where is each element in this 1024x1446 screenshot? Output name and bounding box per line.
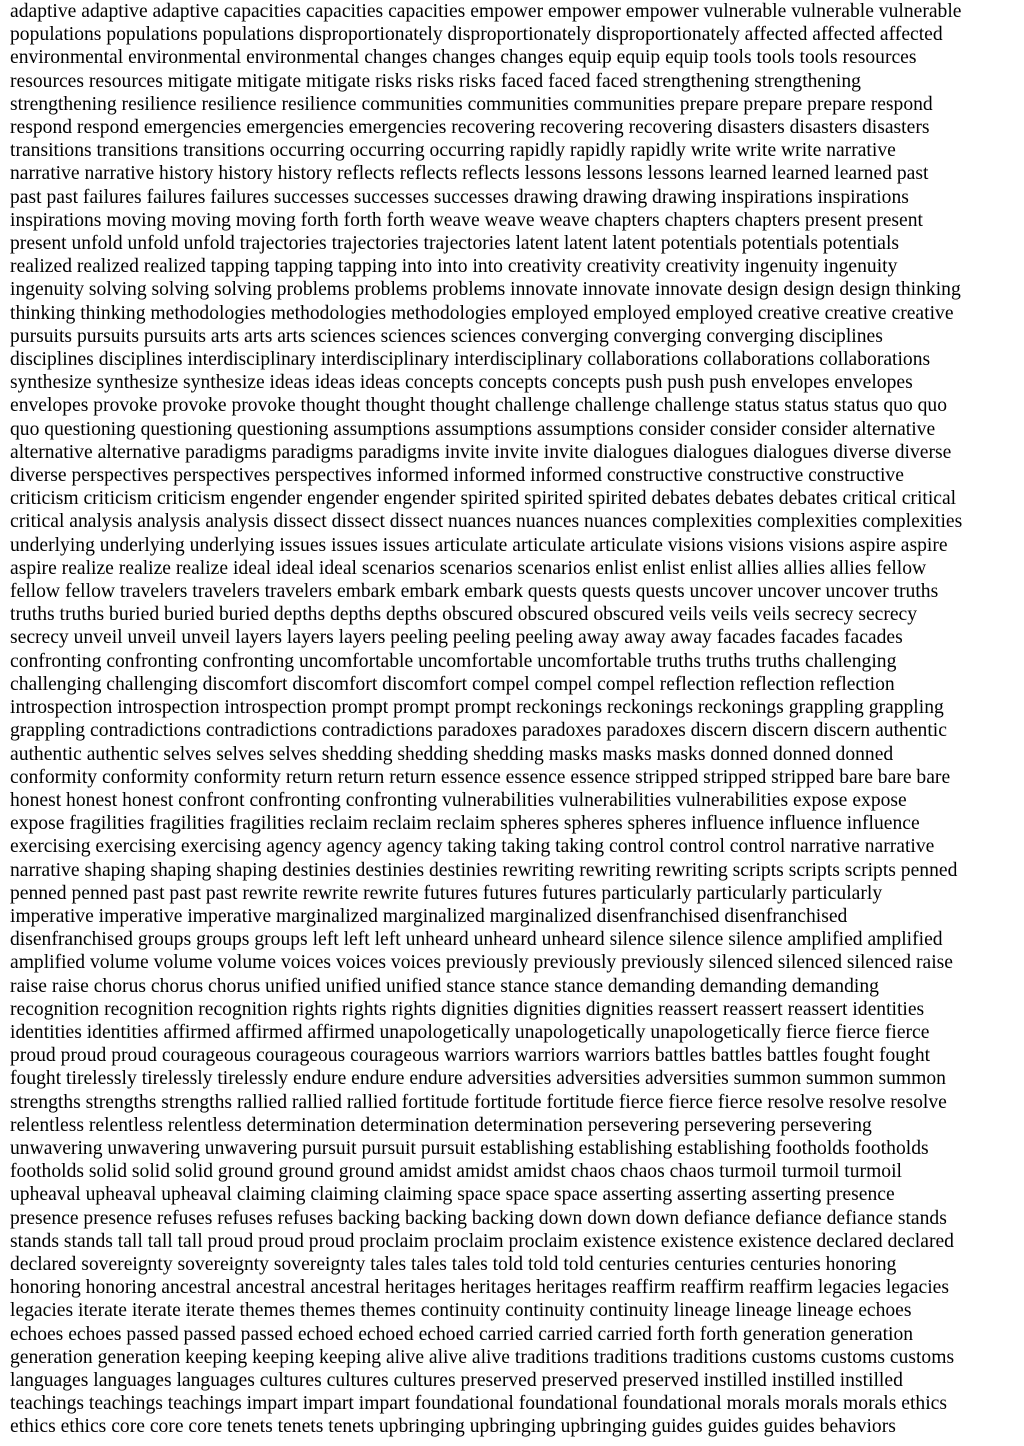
- text-line: narrative shaping shaping shaping destinies destinies destinies rewriting rewriting rewriting scripts scripts scripts penned: [10, 859, 958, 881]
- text-line: ethics ethics core core core tenets tenets tenets upbringing upbringing upbringing guides guides guides behaviors: [10, 1416, 896, 1438]
- text-line: challenging challenging discomfort discomfort discomfort compel compel compel reflection reflection reflection: [10, 673, 895, 695]
- text-line: diverse perspectives perspectives perspectives informed informed informed constructive constructive constructive: [10, 465, 904, 487]
- text-line: footholds solid solid solid ground ground ground amidst amidst amidst chaos chaos chaos turmoil turmoil turmoil: [10, 1161, 902, 1183]
- text-line: synthesize synthesize synthesize ideas ideas ideas concepts concepts concepts push push push envelopes envelopes: [10, 372, 913, 394]
- text-line: narrative narrative history history history reflects reflects reflects lessons lessons lessons learned learned learned past: [10, 163, 929, 185]
- text-line: identities identities affirmed affirmed affirmed unapologetically unapologetically unapologetically fierce fierce fierce: [10, 1021, 930, 1043]
- text-line: imperative imperative imperative marginalized marginalized marginalized disenfranchised disenfranchised: [10, 905, 848, 927]
- text-line: alternative alternative paradigms paradigms paradigms invite invite invite dialogues dialogues dialogues diverse diverse: [10, 441, 952, 463]
- text-line: ingenuity solving solving solving problems problems problems innovate innovate innovate design design design thinking: [10, 279, 961, 301]
- text-line: grappling contradictions contradictions contradictions paradoxes paradoxes paradoxes discern discern discern authentic: [10, 720, 947, 742]
- text-line: inspirations moving moving moving forth forth forth weave weave weave chapters chapters chapters present present: [10, 209, 923, 231]
- text-line: relentless relentless relentless determination determination determination persevering persevering persevering: [10, 1114, 872, 1136]
- text-line: criticism criticism criticism engender engender engender spirited spirited spirited debates debates debates critical critical: [10, 488, 957, 510]
- text-line: pursuits pursuits pursuits arts arts arts sciences sciences sciences converging converging converging disciplines: [10, 325, 883, 347]
- text-line: disenfranchised groups groups groups left left left unheard unheard unheard silence silence silence amplified amplified: [10, 929, 943, 951]
- text-line: disciplines disciplines interdisciplinary interdisciplinary interdisciplinary collaborations collaborations collaborations: [10, 349, 931, 371]
- text-line: generation generation keeping keeping keeping alive alive alive traditions traditions traditions customs customs customs: [10, 1346, 955, 1368]
- text-line: recognition recognition recognition rights rights rights dignities dignities dignities reassert reassert reassert identities: [10, 998, 925, 1020]
- text-line: raise raise chorus chorus chorus unified unified unified stance stance stance demanding demanding demanding: [10, 975, 879, 997]
- text-line: respond respond emergencies emergencies emergencies recovering recovering recovering disasters disasters disasters: [10, 117, 930, 139]
- text-line: fought tirelessly tirelessly tirelessly endure endure endure adversities adversities adversities summon summon summon: [10, 1068, 946, 1090]
- text-line: past past failures failures failures successes successes successes drawing drawing drawing inspirations inspirations: [10, 186, 909, 208]
- text-line: introspection introspection introspection prompt prompt prompt reckonings reckonings reckonings grappling grappling: [10, 697, 944, 719]
- text-line: authentic authentic selves selves selves shedding shedding shedding masks masks masks donned donned donned: [10, 743, 894, 765]
- text-line: declared sovereignty sovereignty sovereignty tales tales tales told told told centuries centuries centuries honoring: [10, 1253, 897, 1275]
- text-line: realized realized realized tapping tapping tapping into into into creativity creativity creativity ingenuity ingenuity: [10, 256, 898, 278]
- text-line: languages languages languages cultures cultures cultures preserved preserved preserved instilled instilled instilled: [10, 1369, 903, 1391]
- text-line: strengths strengths strengths rallied rallied rallied fortitude fortitude fortitude fierce fierce fierce resolve resolve resolve: [10, 1091, 947, 1113]
- text-line: exercising exercising exercising agency agency agency taking taking taking control control control narrative narrative: [10, 836, 935, 858]
- text-line: present unfold unfold unfold trajectories trajectories trajectories latent latent latent potentials potentials potentials: [10, 233, 900, 255]
- text-line: upheaval upheaval upheaval claiming claiming claiming space space space asserting asserting asserting presence: [10, 1184, 895, 1206]
- text-line: aspire realize realize realize ideal ideal ideal scenarios scenarios scenarios enlist enlist enlist allies allies allies fellow: [10, 557, 927, 579]
- text-line: teachings teachings teachings impart impart impart foundational foundational foundational morals morals morals ethics: [10, 1393, 947, 1415]
- text-line: transitions transitions transitions occurring occurring occurring rapidly rapidly rapidly write write write narrative: [10, 140, 896, 162]
- text-line: underlying underlying underlying issues issues issues articulate articulate articulate visions visions visions aspire aspire: [10, 534, 948, 556]
- text-line: conformity conformity conformity return return return essence essence essence stripped stripped stripped bare bare bare: [10, 766, 951, 788]
- text-line: thinking thinking methodologies methodologies methodologies employed employed employed creative creative creative: [10, 302, 954, 324]
- text-line: resources resources mitigate mitigate mitigate risks risks risks faced faced faced strengthening strengthening: [10, 70, 861, 92]
- text-line: echoes echoes passed passed passed echoed echoed echoed carried carried carried forth forth generation generation: [10, 1323, 914, 1345]
- text-line: fellow fellow travelers travelers travelers embark embark embark quests quests quests uncover uncover uncover truths: [10, 581, 939, 603]
- text-line: unwavering unwavering unwavering pursuit pursuit pursuit establishing establishing establishing footholds footholds: [10, 1137, 929, 1159]
- text-line: confronting confronting confronting uncomfortable uncomfortable uncomfortable truths truths truths challenging: [10, 650, 897, 672]
- text-line: legacies iterate iterate iterate themes themes themes continuity continuity continuity lineage lineage lineage echoes: [10, 1300, 912, 1322]
- text-line: honest honest honest confront confronting confronting vulnerabilities vulnerabilities vulnerabilities expose expose: [10, 789, 907, 811]
- text-line: stands stands tall tall tall proud proud proud proclaim proclaim proclaim existence existence existence declared declared: [10, 1230, 954, 1252]
- text-line: adaptive adaptive adaptive capacities capacities capacities empower empower empower vulnerable vulnerable vulnerable: [10, 1, 962, 22]
- text-line: proud proud proud courageous courageous courageous warriors warriors warriors battles battles battles fought fought: [10, 1045, 931, 1067]
- text-line: presence presence refuses refuses refuses backing backing backing down down down defiance defiance defiance stands: [10, 1207, 947, 1229]
- text-line: honoring honoring ancestral ancestral ancestral heritages heritages heritages reaffirm reaffirm reaffirm legacies legacies: [10, 1277, 949, 1299]
- text-line: critical analysis analysis analysis dissect dissect dissect nuances nuances nuances complexities complexities complexities: [10, 511, 963, 533]
- text-line: truths truths buried buried buried depths depths depths obscured obscured obscured veils veils veils secrecy secrecy: [10, 604, 918, 626]
- text-line: amplified volume volume volume voices voices voices previously previously previously silenced silenced silenced raise: [10, 952, 953, 974]
- text-line: expose fragilities fragilities fragilities reclaim reclaim reclaim spheres spheres spheres influence influence influence: [10, 813, 920, 835]
- text-line: secrecy unveil unveil unveil layers layers layers peeling peeling peeling away away away facades facades facades: [10, 627, 903, 649]
- text-line: strengthening resilience resilience resilience communities communities communities prepare prepare prepare respond: [10, 93, 933, 115]
- text-line: populations populations populations disproportionately disproportionately disproportionately affected affected affected: [10, 24, 943, 46]
- text-line: envelopes provoke provoke provoke thought thought thought challenge challenge challenge status status status quo quo: [10, 395, 948, 417]
- text-line: penned penned past past past rewrite rewrite rewrite futures futures futures particularly particularly particularly: [10, 882, 883, 904]
- text-line: quo questioning questioning questioning assumptions assumptions assumptions consider consider consider alternative: [10, 418, 936, 440]
- text-line: environmental environmental environmental changes changes changes equip equip equip tools tools tools resources: [10, 47, 917, 69]
